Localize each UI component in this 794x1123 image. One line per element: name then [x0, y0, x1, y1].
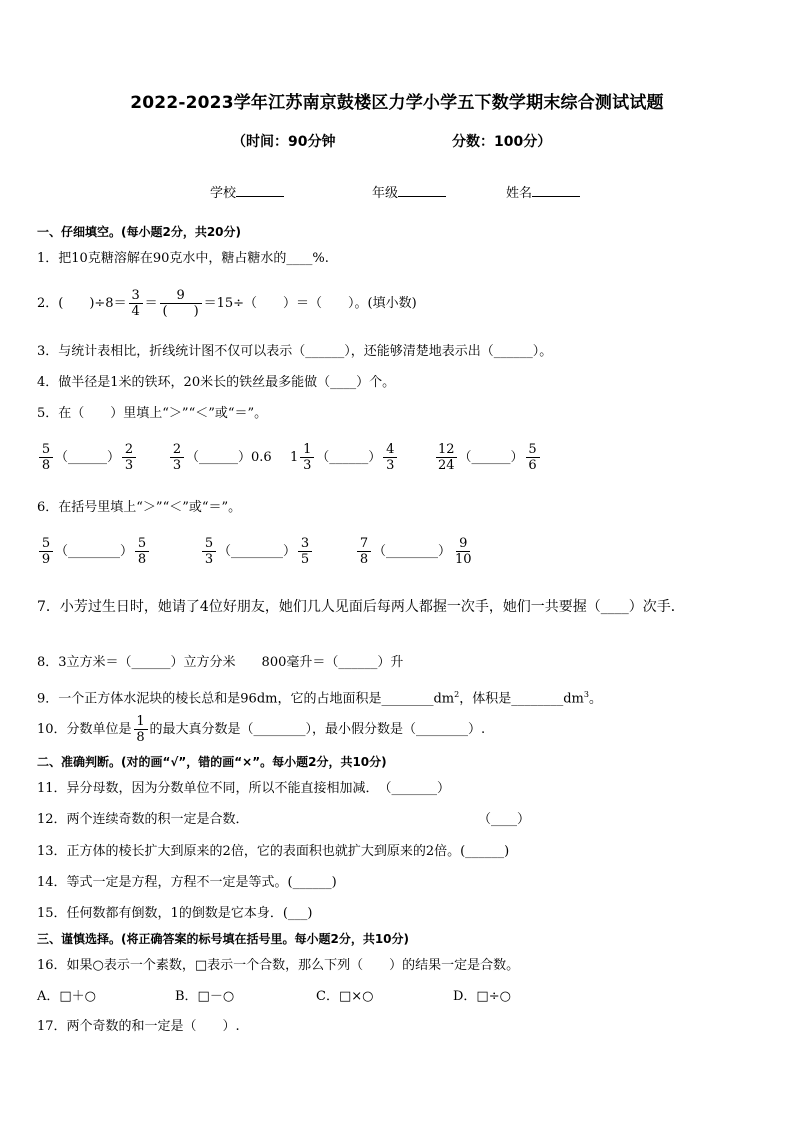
question-16: 16．如果○表示一个素数，□表示一个合数，那么下列（ ）的结果一定是合数。 — [37, 958, 520, 973]
q6-3-a-num: 7 — [357, 536, 371, 552]
question-5: 5．在（ ）里填上“＞”“＜”或“＝”。 — [37, 406, 268, 421]
q6-1-b — [135, 536, 149, 567]
q5-item-3 — [290, 442, 399, 473]
q6-item-1 — [37, 536, 151, 567]
q5-item-4 — [434, 442, 542, 473]
q5-2-a-den: 3 — [172, 458, 182, 473]
q9-part-c: 。 — [588, 691, 602, 707]
q6-2-b-num: 3 — [298, 536, 312, 552]
q5-4-blank[interactable]: （______） — [458, 450, 524, 465]
q6-3-b — [453, 536, 474, 567]
question-12: 12．两个连续奇数的积一定是合数． — [37, 812, 249, 827]
grade-field — [372, 182, 446, 201]
q2-prefix: 2．( )÷8＝ — [37, 296, 127, 311]
school-blank[interactable] — [236, 184, 284, 197]
q5-3-a-num: 1 — [300, 442, 314, 458]
q2-f2-num: 9 — [160, 288, 202, 304]
q2-f1-den: 4 — [131, 304, 140, 319]
q2-fraction-2 — [160, 288, 202, 319]
q5-3-a — [300, 442, 314, 473]
q5-4-a-den: 24 — [438, 458, 455, 473]
section1-heading: 一、仔细填空。(每小题2分，共20分) — [37, 225, 242, 239]
school-label: 学校 — [210, 186, 237, 201]
q9-part-a: 9．一个正方体水泥块的棱长总和是96dm，它的占地面积是________dm — [37, 691, 455, 707]
q5-3-a-den: 3 — [303, 458, 312, 473]
q5-1-a-num: 5 — [39, 442, 53, 458]
q10-part-b: 的最大真分数是（________），最小假分数是（________）. — [149, 722, 486, 737]
question-14: 14．等式一定是方程，方程不一定是等式。(______) — [37, 875, 337, 890]
q5-4-b — [526, 442, 540, 473]
q2-fraction-1 — [129, 288, 143, 319]
question-13: 13．正方体的棱长扩大到原来的2倍，它的表面积也就扩大到原来的2倍。(______) — [37, 844, 510, 859]
q16-option-d[interactable]: D．□÷○ — [453, 989, 511, 1004]
question-6: 6．在括号里填上“＞”“＜”或“＝”。 — [37, 500, 242, 515]
q6-1-a-den: 9 — [41, 552, 51, 567]
q6-1-a — [39, 536, 53, 567]
q2-suffix: ＝15÷（ ）＝（ ）。(填小数) — [203, 296, 417, 311]
question-8: 8．3立方米＝（______）立方分米 800毫升＝（______）升 — [37, 655, 404, 670]
q5-3-a-whole: 1 — [290, 450, 299, 465]
q6-2-a-num: 5 — [202, 536, 216, 552]
question-15: 15．任何数都有倒数，1的倒数是它本身．(___) — [37, 906, 313, 921]
q9-sup3: 3 — [583, 690, 589, 699]
q9-part-b: ，体积是________dm — [459, 691, 584, 707]
q6-item-3 — [355, 536, 476, 567]
name-field — [506, 182, 580, 201]
q5-3-b — [383, 442, 397, 473]
q5-4-b-den: 6 — [528, 458, 537, 473]
q5-4-b-num: 5 — [526, 442, 540, 458]
q5-2-a — [170, 442, 184, 473]
q16-option-c[interactable]: C．□×○ — [316, 989, 374, 1004]
question-4: 4．做半径是1米的铁环，20米长的铁丝最多能做（____）个。 — [37, 375, 396, 390]
q5-1-a-den: 8 — [41, 458, 51, 473]
q5-1-a — [39, 442, 53, 473]
q10-den: 8 — [136, 730, 145, 745]
q6-1-a-num: 5 — [39, 536, 53, 552]
question-17: 17．两个奇数的和一定是（ ）. — [37, 1019, 240, 1034]
grade-label: 年级 — [372, 186, 399, 201]
q6-1-b-num: 5 — [135, 536, 149, 552]
question-10 — [37, 712, 485, 748]
q6-3-b-den: 10 — [455, 552, 472, 567]
q10-fraction — [134, 714, 148, 745]
section2-heading: 二、准确判断。(对的画“√”，错的画“×”。每小题2分，共10分) — [37, 755, 387, 769]
q16-option-a[interactable]: A．□＋○ — [37, 989, 97, 1004]
q5-2-blank[interactable]: （______） — [186, 450, 252, 465]
q16-option-b[interactable]: B．□－○ — [175, 989, 235, 1004]
school-field — [210, 182, 284, 201]
q5-3-b-num: 4 — [383, 442, 397, 458]
q6-2-a-den: 3 — [204, 552, 214, 567]
q5-1-b-num: 2 — [122, 442, 136, 458]
name-blank[interactable] — [532, 184, 580, 197]
q5-item-2 — [168, 442, 272, 473]
section3-heading: 三、谨慎选择。(将正确答案的标号填在括号里。每小题2分，共10分) — [37, 932, 410, 946]
q5-1-b-den: 3 — [124, 458, 134, 473]
q5-1-b — [122, 442, 136, 473]
q6-1-blank[interactable]: （________） — [55, 544, 134, 559]
exam-time: （时间：90分钟 — [232, 134, 336, 150]
q5-4-a — [436, 442, 457, 473]
question-3: 3．与统计表相比，折线统计图不仅可以表示（______），还能够清楚地表示出（______）。 — [37, 344, 553, 359]
q5-4-a-num: 12 — [438, 442, 455, 457]
question-1: 1．把10克糖溶解在90克水中，糖占糖水的____%. — [37, 251, 329, 266]
q5-3-blank[interactable]: （______） — [316, 450, 382, 465]
q6-1-b-den: 8 — [137, 552, 147, 567]
exam-score: 分数：100分） — [452, 134, 552, 150]
q6-3-b-num: 9 — [456, 536, 470, 552]
exam-title: 2022-2023学年江苏南京鼓楼区力学小学五下数学期末综合测试试题 — [130, 93, 664, 113]
question-9 — [37, 687, 602, 707]
q6-3-a-den: 8 — [359, 552, 369, 567]
q10-num: 1 — [134, 714, 148, 730]
q10-part-a: 10．分数单位是 — [37, 722, 132, 737]
q6-2-blank[interactable]: （________） — [218, 544, 297, 559]
q2-f1-num: 3 — [129, 288, 143, 304]
grade-blank[interactable] — [398, 184, 446, 197]
question-7: 7．小芳过生日时，她请了4位好朋友，她们几人见面后每两人都握一次手，她们一共要握（____）次手． — [37, 599, 685, 615]
q5-3-b-den: 3 — [386, 458, 395, 473]
q5-item-1 — [37, 442, 138, 473]
question-2 — [37, 286, 417, 322]
q2-f2-den: ( ) — [162, 304, 199, 319]
q6-2-b-den: 5 — [300, 552, 310, 567]
q12-blank[interactable]: （____） — [478, 812, 531, 827]
q6-3-blank[interactable]: （________） — [373, 544, 452, 559]
q6-2-b — [298, 536, 312, 567]
q5-2-b: 0.6 — [251, 450, 272, 465]
q5-1-blank[interactable]: （______） — [55, 450, 121, 465]
q5-2-a-num: 2 — [170, 442, 184, 458]
q6-3-a — [357, 536, 371, 567]
q6-2-a — [202, 536, 216, 567]
name-label: 姓名 — [506, 186, 533, 201]
question-11: 11．异分母数，因为分数单位不同，所以不能直接相加减． （_______） — [37, 781, 451, 796]
q2-eq: ＝ — [144, 296, 158, 311]
q9-sup2: 2 — [454, 690, 460, 699]
q6-item-2 — [200, 536, 314, 567]
